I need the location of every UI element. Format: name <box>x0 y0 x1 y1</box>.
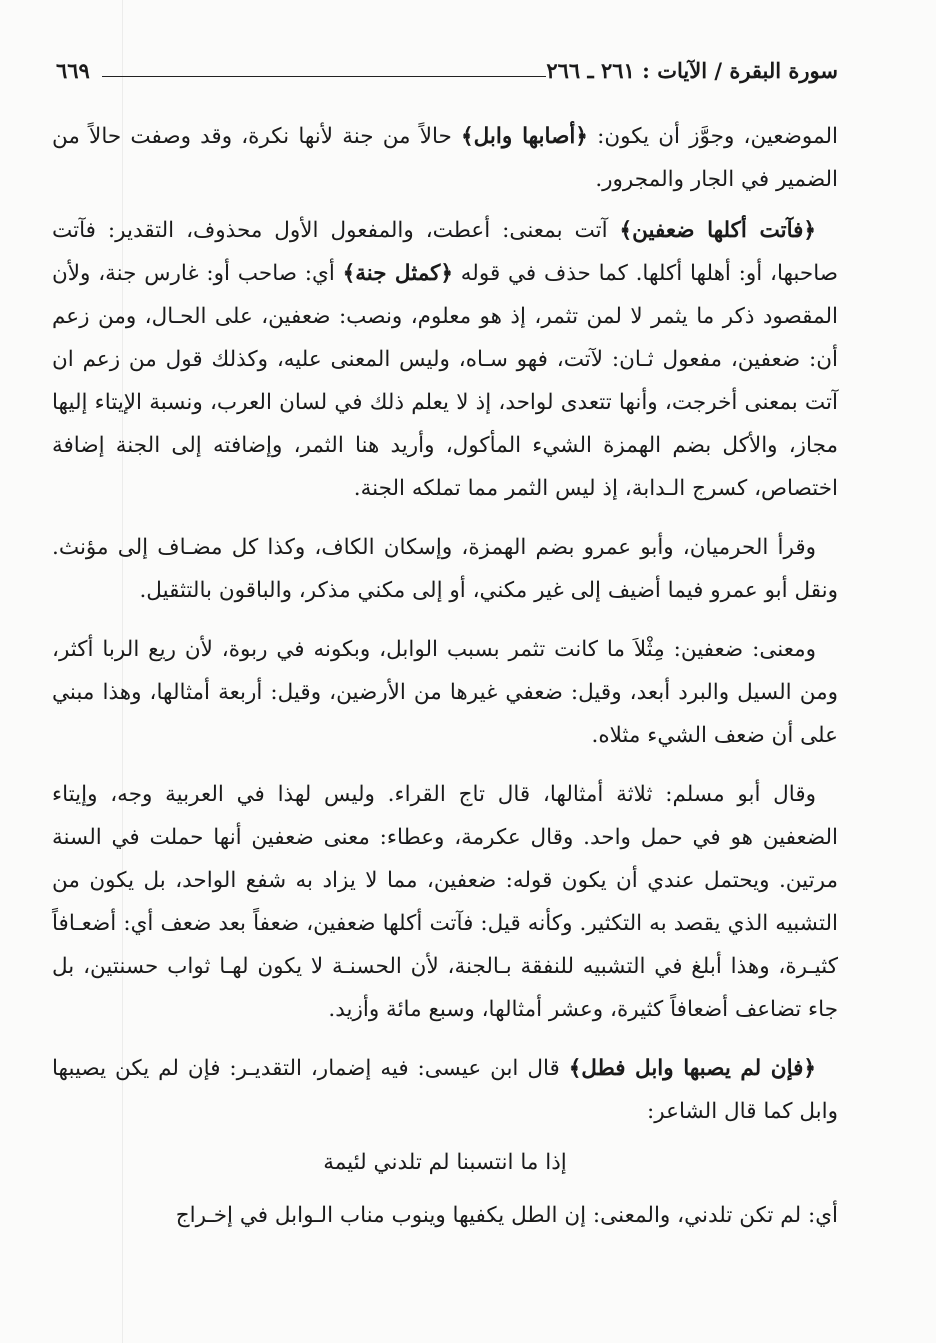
body-text <box>52 115 838 1253</box>
text-run: قال ابن عيسى: فيه إضمار، التقديـر: فإن لم يكن يصيبها وابل كما قال الشاعر: <box>52 1056 838 1124</box>
text-run: الموضعين، وجوَّز أن يكون: <box>587 124 838 149</box>
text-run: وقال أبو مسلم: ثلاثة أمثالها، قال تاج القراء. وليس لهذا في العربية وجه، وإيتاء الضعفين هو في حمل واحد. وقال عكرمة، وعطاء: معنى ضعفين أنها حملت في السنة مرتين. ويحتمل عندي أن يكون قوله: ضعفين، مما لا يزاد به شفع الواحد، بل يكون من التشبيه الذي يقصد به التكثير. وكأنه قيل: فآتت أكلها ضعفين، ضعفاً بعد ضعف أي: أضعـافاً كثيـرة، وهذا أبلغ في التشبيه للنفقة بـالجنة، لأن الحسنـة لا يكون لهـا ثواب حسنتين، بل جاء تضاعف أضعافاً كثيرة، وعشر أمثالها، وسبع مائة وأزيد. <box>52 782 838 1022</box>
paragraph-3 <box>52 526 838 612</box>
paragraph-2 <box>52 209 838 510</box>
paragraph-7 <box>52 1194 838 1237</box>
text-run: ومعنى: ضعفين: مِثْلاَ ما كانت تثمر بسبب الوابل، وبكونه في ربوة، لأن ريع الربا أكثر، ومن السيل والبرد أبعد، وقيل: ضعفي غيرها من الأرضين، وقيل: أربعة أمثالها، وهذا مبني على أن ضعف الشيء مثلاه. <box>52 637 838 748</box>
paragraph-6 <box>52 1047 838 1133</box>
quran-quote: ﴿فإن لم يصبها وابل فطل﴾ <box>568 1056 816 1081</box>
header-title: سورة البقرة / الآيات : ٢٦١ ـ ٢٦٦ <box>546 58 838 83</box>
text-run: أي: لم تكن تلدني، والمعنى: إن الطل يكفيها وينوب مناب الـوابل في إخـراج <box>175 1203 838 1228</box>
quran-quote: ﴿فآتت أكلها ضعفين﴾ <box>619 218 816 243</box>
paragraph-4 <box>52 628 838 757</box>
text-run: حالاً من جنة لأنها نكرة، وقد وصفت حالاً من الضمير في الجار والمجرور. <box>52 124 838 192</box>
text-run: إذا ما انتسبنا لم تلدني لئيمة <box>323 1150 567 1175</box>
header-rule <box>102 76 546 77</box>
poetry-verse <box>52 1141 838 1184</box>
page-number: ٦٦٩ <box>56 58 90 83</box>
quran-quote: ﴿كمثل جنة﴾ <box>342 261 453 286</box>
text-run: آتت بمعنى: أعطت، والمفعول الأول محذوف، التقدير: فآتت صاحبها، أو: أهلها أكلها. كما حذف في قوله <box>52 218 839 286</box>
text-run: وقرأ الحرميان، وأبو عمرو بضم الهمزة، وإسكان الكاف، وكذا كل مضـاف إلى مؤنث. ونقل أبو عمرو فيما أضيف إلى غير مكني، أو إلى مكني مذكر، والباقون بالتثقيل. <box>52 535 838 603</box>
running-header <box>56 52 838 92</box>
paragraph-5 <box>52 773 838 1031</box>
paragraph-1 <box>52 115 838 201</box>
text-run: أي: صاحب أو: غارس جنة، ولأن المقصود ذكر ما يثمر لا لمن تثمر، إذ هو معلوم، ونصب: ضعفين، على الحـال، ومن زعم أن: ضعفين، مفعول ثـان: لآتت، فهو سـاه، وليس المعنى عليه، وكذلك قول من زعم ان آتت بمعنى أخرجت، وأنها تتعدى لواحد، إذ لا يعلم ذلك في لسان العرب، ونسبة الإيتاء إليها مجاز، والأكل بضم الهمزة الشيء المأكول، وأريد هنا الثمر، وإضافته إلى الجنة إضافة اختصاص، كسرج الـدابة، إذ ليس الثمر مما تملكه الجنة. <box>52 261 838 501</box>
quran-quote: ﴿أصابها وابل﴾ <box>461 124 588 149</box>
